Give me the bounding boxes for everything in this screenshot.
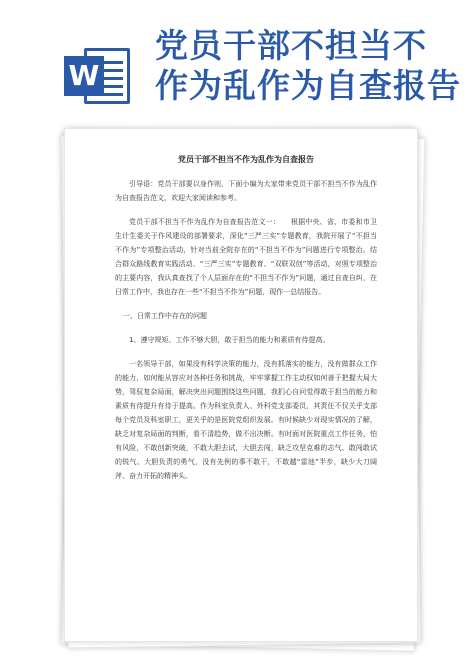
page-title-line-2: 作为乱作为自查报告 <box>155 66 461 105</box>
document-body <box>115 153 377 493</box>
word-letter-badge: W <box>64 56 104 96</box>
page-title <box>155 26 465 106</box>
paper-sheet-front <box>64 128 418 642</box>
document-paragraph-1: 党员干部不担当不作为乱作为自查报告范文一： 根据中央、省、市委和市卫生计生委关于作风建设的部署要求，深化“三严三实”专题教育，我院开展了“不担当不作为”专项整治活动，针对当前全院存在的“不担当不作为”问题进行专项整治。结合群众路线教育实践活动、“三严三实”专题教育、“双联双创”等活动，对照专项整治的主要内容，我认真查找了个人层面存在的“不担当不作为”问题，通过自查自纠，在日常工作中，我也存在一些“不担当不作为”问题，现作一总结报告。 <box>115 218 377 296</box>
document-intro: 引导语：党员干部要以身作则，下面小编为大家带来党员干部不担当不作为乱作为自查报告范文，欢迎大家阅读和参考。 <box>115 180 377 202</box>
section-item-1: 1、遵守规矩、工作不够大胆，敢于担当的能力和素质有待提高。 <box>129 336 330 344</box>
page-header <box>0 0 474 120</box>
document-preview <box>60 128 420 648</box>
document-paragraph-2: 一名领导干部，如果没有科学决策的能力，没有抓落实的能力，没有做群众工作的能力，如何能从容应对各种任务和挑战，牢牢掌握工作主动权如何善于把握大局大势，驾驭复杂局面，解决突出问题围绕这些问题，我扪心自问觉得敢于担当的能力和素质有待提升有待于提高。作为科室负责人、外科党支部委员，其责任不仅关乎支部每个党员及科室职工，更关乎的是医院党组织发展。有时候缺少对现实情况的了解，缺乏对复杂局面的判断，看不清趋势，做不出决断。有时面对医院重点工作任务，怕有风险，不敢创新突破，不敢大胆去试，大胆去闯，缺乏攻坚克难的志气、敢闯敢试的锐气、大胆负责的勇气，没有先例的事不敢干，不敢越“雷池”半步，缺少大刀阔斧、奋力开拓的精神头。 <box>115 360 377 480</box>
word-document-icon <box>64 42 132 106</box>
section-heading-1: 一、日常工作中存在的问题 <box>123 312 207 320</box>
document-title: 党员干部不担当不作为乱作为自查报告 <box>178 155 314 164</box>
page-title-line-1: 党员干部不担当不 <box>155 26 427 65</box>
